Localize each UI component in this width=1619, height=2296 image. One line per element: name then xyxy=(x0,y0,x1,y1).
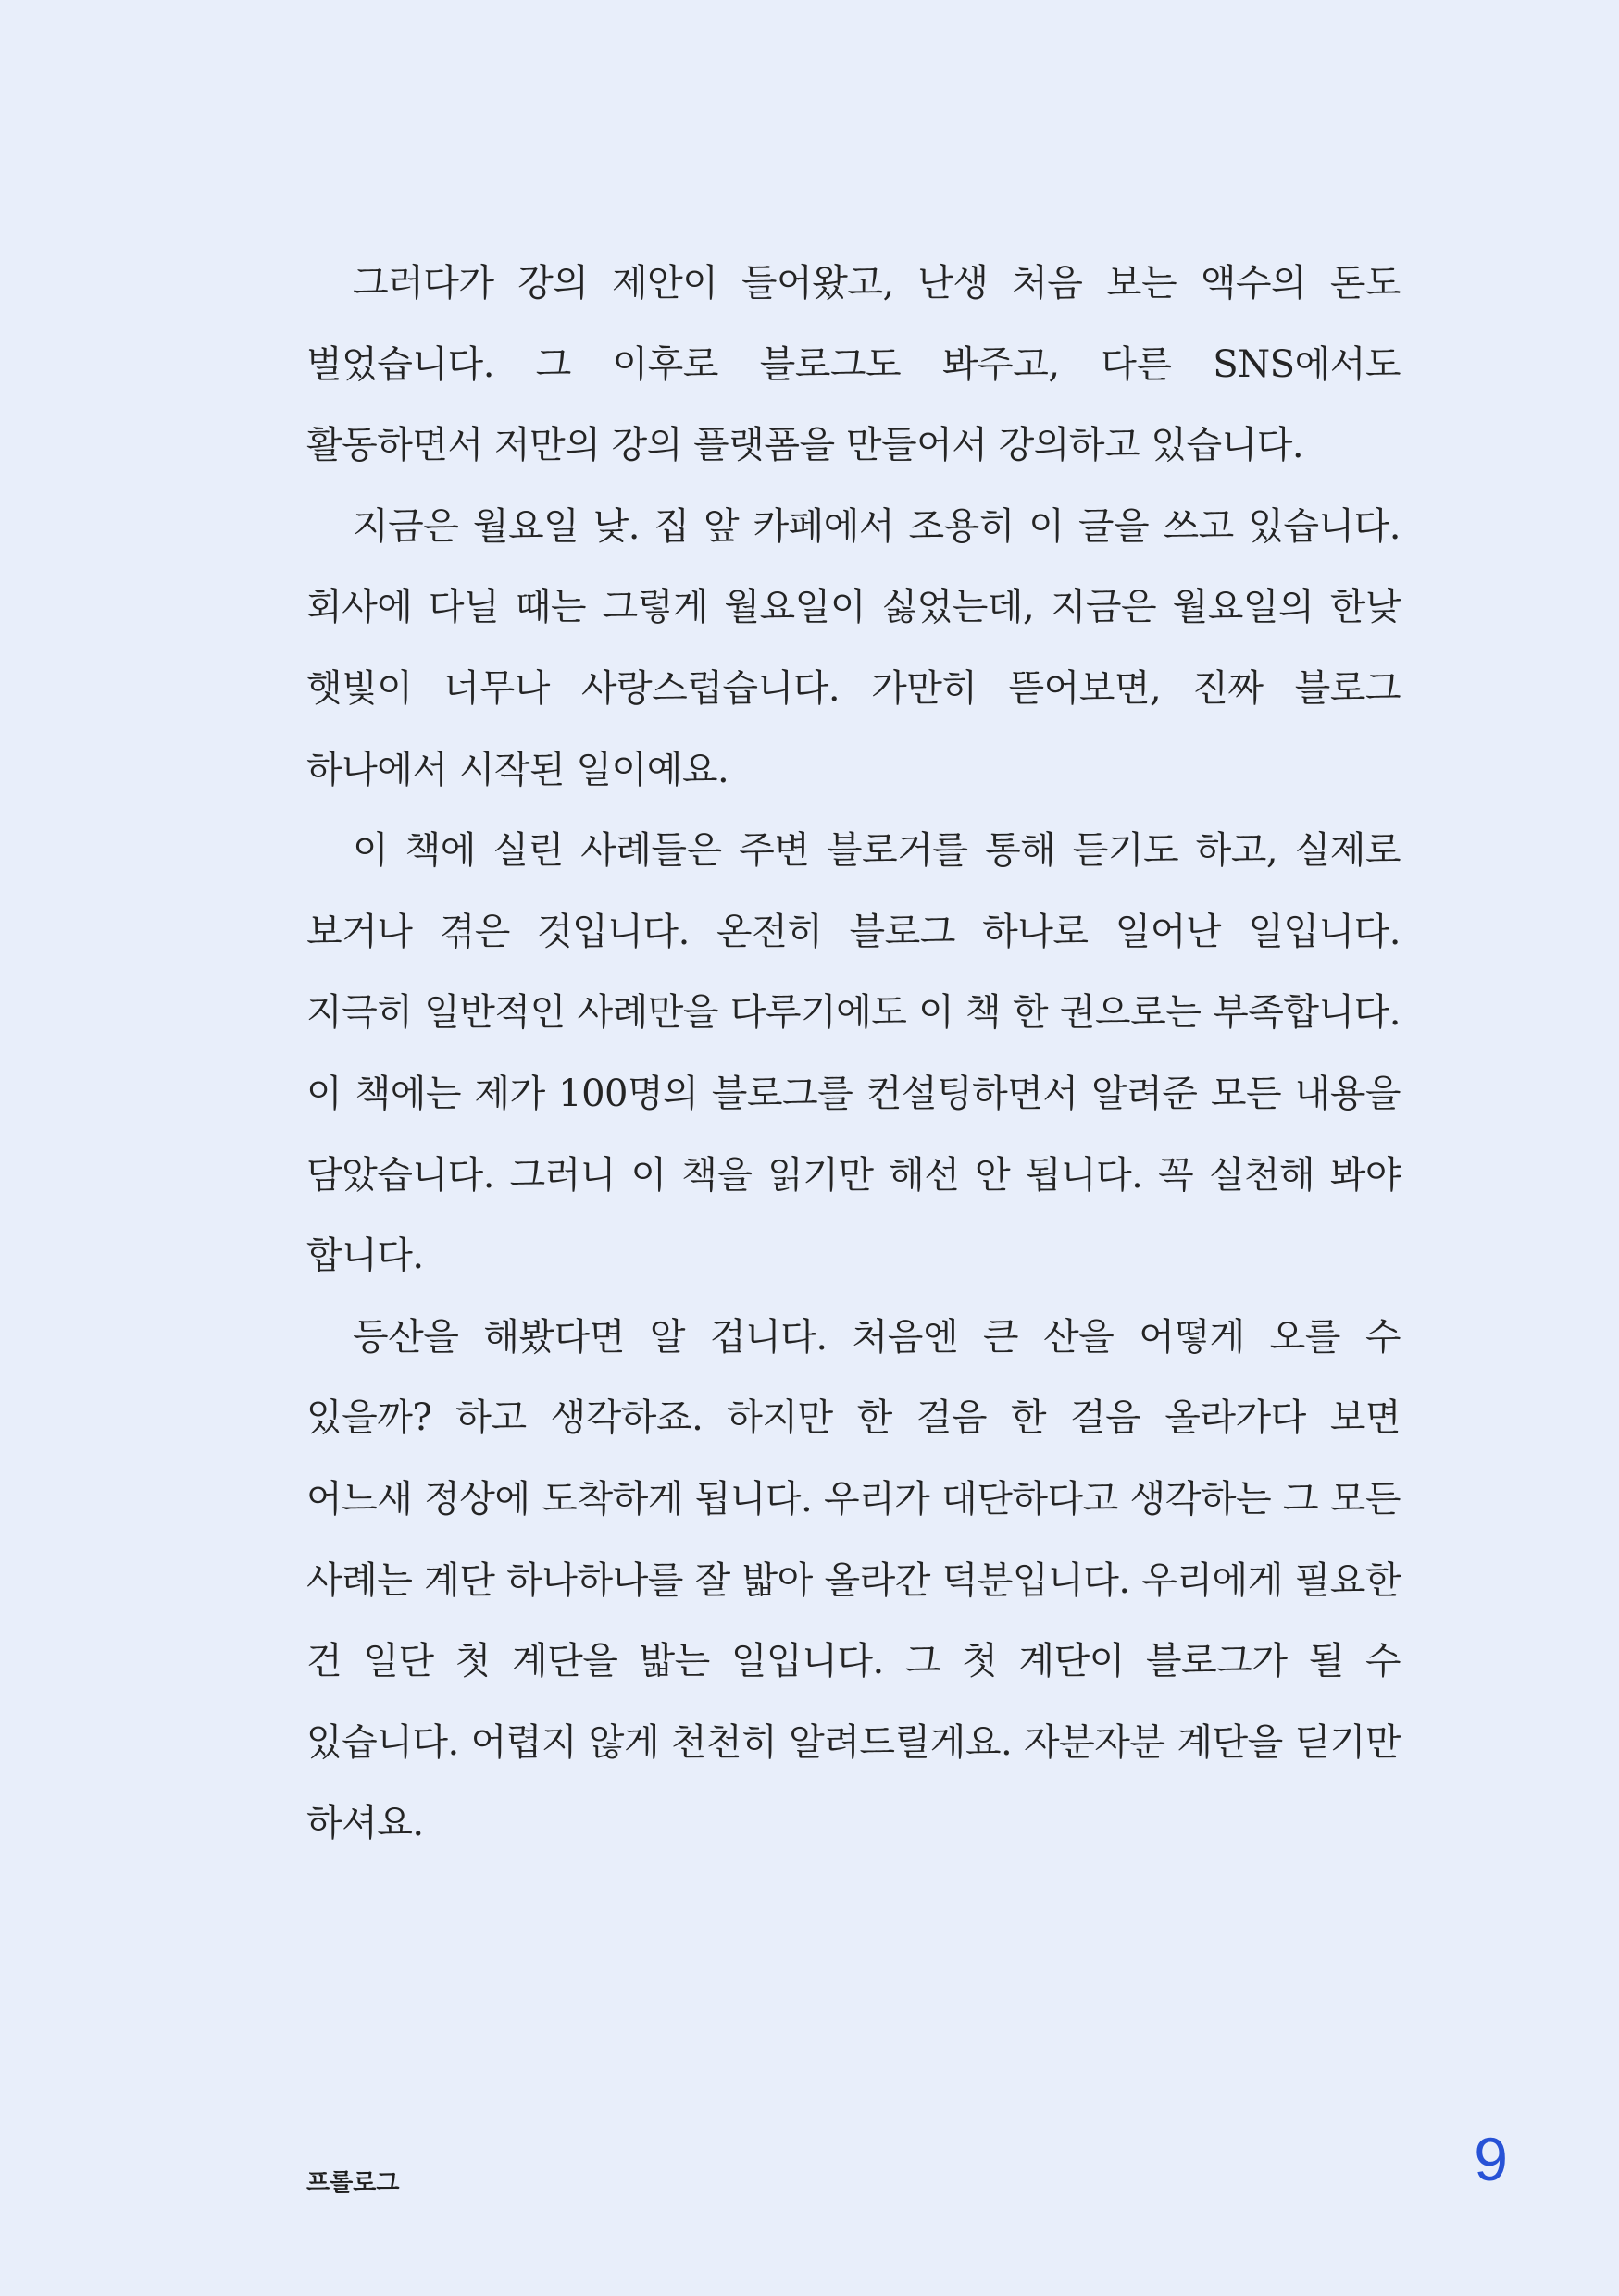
paragraph-1: 그러다가 강의 제안이 들어왔고, 난생 처음 보는 액수의 돈도 벌었습니다. 그 이후로 블로그도 봐주고, 다른 SNS에서도 활동하면서 저만의 강의 플랫폼을 만들어서 강의하고 있습니다. xyxy=(306,262,1401,467)
paragraph-4: 등산을 해봤다면 알 겁니다. 처음엔 큰 산을 어떻게 오를 수 있을까? 하고 생각하죠. 하지만 한 걸음 한 걸음 올라가다 보면 어느새 정상에 도착하게 됩니다. 우리가 대단하다고 생각하는 그 모든 사례는 계단 하나하나를 잘 밟아 올라간 덕분입니다. 우리에게 필요한 건 일단 첫 계단을 밟는 일입니다. 그 첫 계단이 블로그가 될 수 있습니다. 어렵지 않게 천천히 알려드릴게요. 자분자분 계단을 딛기만 하셔요. xyxy=(306,1315,1401,1845)
paragraph-2: 지금은 월요일 낮. 집 앞 카페에서 조용히 이 글을 쓰고 있습니다. 회사에 다닐 때는 그렇게 월요일이 싫었는데, 지금은 월요일의 한낮 햇빛이 너무나 사랑스럽습니다. 가만히 뜯어보면, 진짜 블로그 하나에서 시작된 일이예요. xyxy=(306,504,1401,791)
body-text xyxy=(306,243,1401,1865)
paragraph-3: 이 책에 실린 사례들은 주변 블로거를 통해 듣기도 하고, 실제로 보거나 겪은 것입니다. 온전히 블로그 하나로 일어난 일입니다. 지극히 일반적인 사례만을 다루기에도 이 책 한 권으로는 부족합니다. 이 책에는 제가 100명의 블로그를 컨설팅하면서 알려준 모든 내용을 담았습니다. 그러니 이 책을 읽기만 해선 안 됩니다. 꼭 실천해 봐야 합니다. xyxy=(306,829,1401,1278)
page-number: 9 xyxy=(1474,2125,1508,2193)
section-title: 프롤로그 xyxy=(306,2169,400,2197)
